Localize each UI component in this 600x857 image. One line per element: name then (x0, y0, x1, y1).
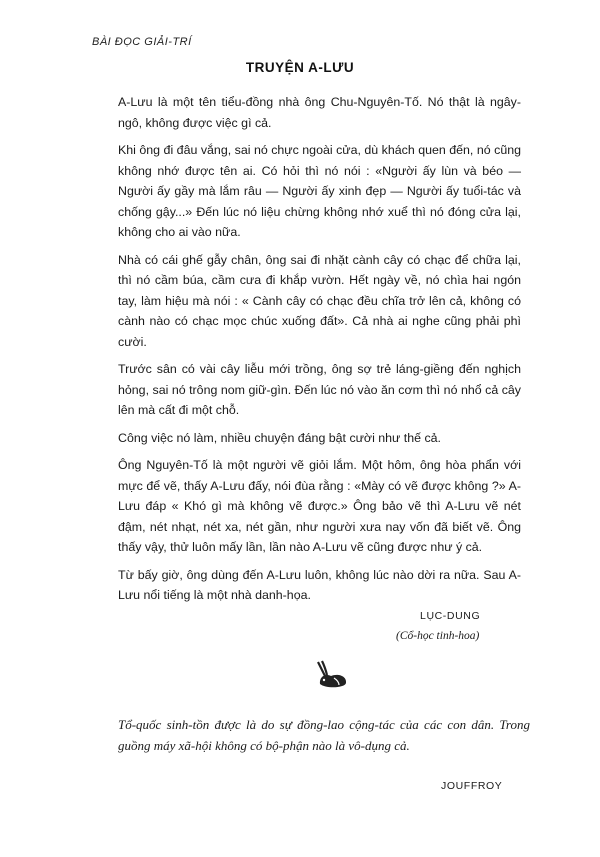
quote-author: JOUFFROY (441, 780, 503, 792)
paragraph: Công việc nó làm, nhiều chuyện đáng bật cười như thế cả. (118, 430, 441, 445)
rabbit-ornament-icon (312, 658, 352, 692)
closing-quote: Tổ-quốc sinh-tồn được là do sự đồng-lao cộng-tác của các con dân. Trong guồng máy xã-hội không có bộ-phận nào là vô-dụng cả. (118, 717, 530, 753)
paragraph: Ông Nguyên-Tố là một người vẽ giỏi lắm. Một hôm, ông hòa phẩn với mực để vẽ, thấy A-Lưu đấy, nói đùa rằng : «Mày có vẽ được không ?» A-Lưu đáp « Khó gì mà không vẽ được.» Ông bảo vẽ thì A-Lưu vẽ nét đậm, nét nhạt, nét xa, nét gần, như người xưa nay vốn đã biết vẽ. Ông thấy vậy, thử luôn mấy lần, lần nào A-Lưu vẽ cũng được như ý cả. (118, 458, 521, 554)
article-source: (Cổ-học tinh-hoa) (396, 630, 480, 642)
paragraph: A-Lưu là một tên tiểu-đồng nhà ông Chu-Nguyên-Tố. Nó thật là ngây-ngô, không được việc gì cả. (118, 95, 521, 130)
section-label: BÀI ĐỌC GIẢI-TRÍ (92, 36, 192, 48)
paragraph: Khi ông đi đâu vắng, sai nó chực ngoài cửa, dù khách quen đến, nó cũng không nhớ được tên ai. Có hỏi thì nó nói : «Người ấy lùn và béo — Người ấy gầy mà lắm râu — Người ấy xinh đẹp — Người ấy tuổi-tác và chống gậy...» Đến lúc nó liệu chừng không nhớ xuể thì nó đóng cửa lại, không cho ai vào nữa. (118, 143, 521, 239)
article-title: TRUYỆN A-LƯU (245, 60, 355, 75)
article-signature: LỤC-DUNG (420, 610, 481, 622)
paragraph: Nhà có cái ghế gẫy chân, ông sai đi nhặt cành cây có chạc để chữa lại, thì nó cầm búa, cầm cưa đi khắp vườn. Hết ngày về, nó chìa hai ngón tay, làm hiệu mà nói : « Cành cây có chạc đều chĩa trở lên cả, không có cành nào có chạc mọc chúc xuống đất». Cả nhà ai nghe cũng phải phì cười. (118, 252, 521, 349)
article-body (118, 92, 521, 613)
paragraph: Trước sân có vài cây liễu mới trồng, ông sợ trẻ láng-giềng đến nghịch hỏng, sai nó trông nom giữ-gìn. Đến lúc nó vào ăn cơm thì nó nhổ cả cây lên mà cất đi một chỗ. (118, 362, 521, 417)
paragraph: Từ bấy giờ, ông dùng đến A-Lưu luôn, không lúc nào dời ra nữa. Sau A-Lưu nổi tiếng là một nhà danh-họa. (118, 567, 521, 602)
